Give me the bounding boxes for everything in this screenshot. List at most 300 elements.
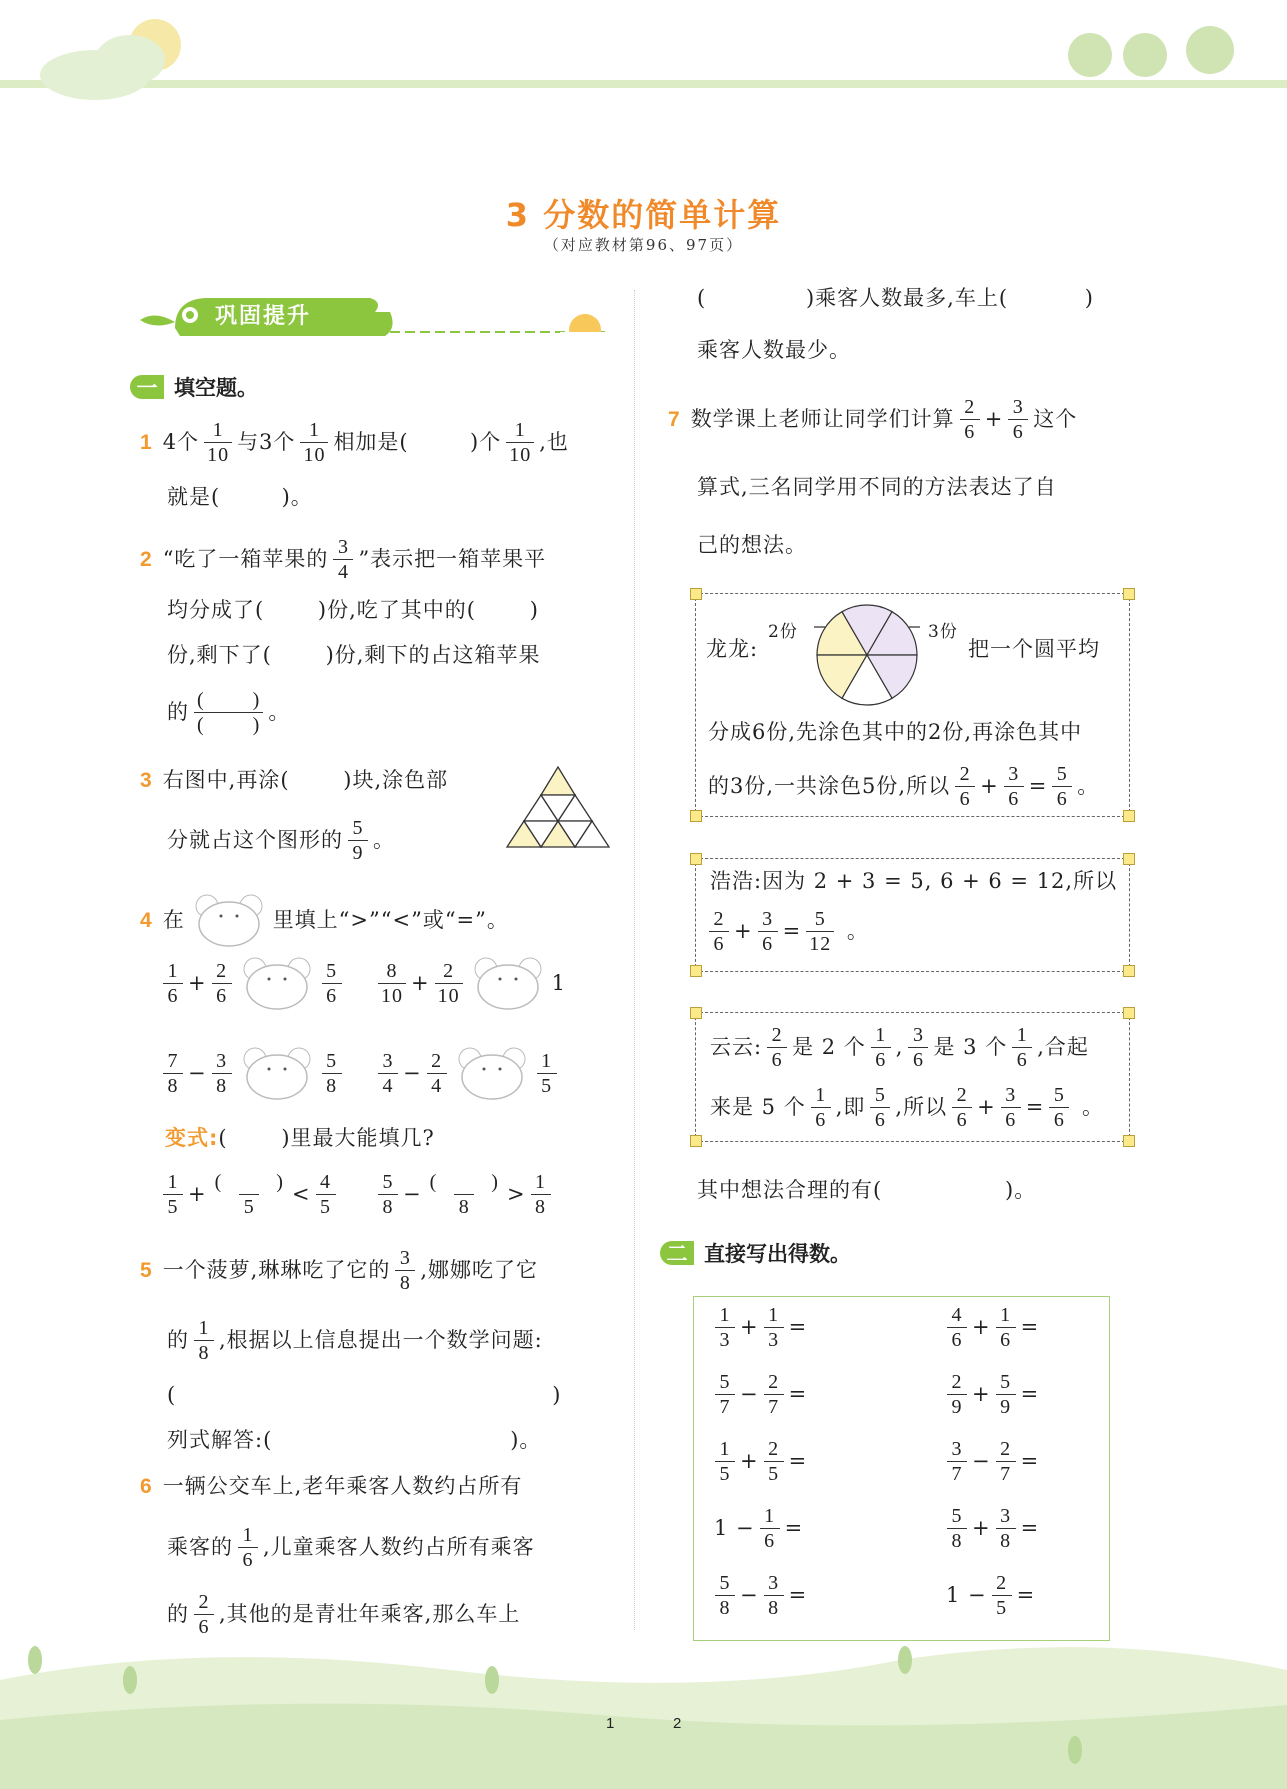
text-line xyxy=(695,535,809,556)
fraction xyxy=(163,961,183,1006)
text: − xyxy=(972,1449,991,1473)
page-number-right: 2 xyxy=(673,1715,682,1732)
fraction xyxy=(715,1305,735,1350)
fraction xyxy=(427,1172,502,1217)
q2-line4 xyxy=(165,690,292,735)
denominator: 7 xyxy=(947,1461,967,1484)
numerator: 2 xyxy=(959,763,971,785)
fraction xyxy=(952,1085,972,1130)
fraction xyxy=(715,1372,735,1417)
fraction xyxy=(435,961,463,1006)
text: < xyxy=(291,1182,311,1206)
text: ,合起 xyxy=(1037,1035,1089,1059)
mouse-circle-icon[interactable] xyxy=(241,1045,313,1101)
denominator: 6 xyxy=(1012,1047,1032,1070)
fraction xyxy=(947,1372,967,1417)
question-number: 6 xyxy=(140,1475,153,1498)
denominator: 5 xyxy=(764,1461,784,1484)
text: 1 − xyxy=(714,1516,755,1540)
text-line xyxy=(966,639,1102,660)
numerator: 2 xyxy=(713,908,725,930)
numerator: 1 xyxy=(167,959,179,982)
fraction xyxy=(764,1305,784,1350)
numerator: 1 xyxy=(535,1171,547,1193)
text: + xyxy=(980,774,999,798)
numerator: 2 xyxy=(996,1572,1008,1594)
numerator: 2 xyxy=(768,1371,780,1393)
banner-label: 巩固提升 xyxy=(215,304,312,329)
numerator: 1 xyxy=(1016,1024,1028,1046)
numerator: 2 xyxy=(198,1591,210,1613)
pie-label-2: 2份 xyxy=(768,622,798,642)
q1-line1 xyxy=(140,420,571,465)
numerator: 3 xyxy=(1008,763,1020,785)
text: − xyxy=(188,1060,207,1085)
text: + xyxy=(740,1449,759,1473)
denominator: 12 xyxy=(806,931,834,954)
text: 份,剩下了( )份,剩下的占这箱苹果 xyxy=(167,643,541,667)
fraction xyxy=(238,1525,258,1570)
q4-variant xyxy=(165,1128,435,1149)
page-subtitle: （对应教材第96、97页） xyxy=(543,236,744,254)
numerator: 3 xyxy=(337,536,349,558)
fraction xyxy=(811,1085,831,1130)
text-line xyxy=(160,1045,345,1101)
text: 4个 xyxy=(162,430,200,454)
denominator: 6 xyxy=(709,931,729,954)
fraction xyxy=(1012,1025,1032,1070)
denominator: 6 xyxy=(1049,1107,1069,1130)
text: 是 2 个 xyxy=(792,1035,866,1059)
text-line xyxy=(695,477,1059,498)
text: > xyxy=(506,1182,526,1206)
fraction xyxy=(871,1025,891,1070)
calc-problem[interactable] xyxy=(712,1439,809,1484)
denominator: 6 xyxy=(760,1528,780,1551)
q7-line1 xyxy=(668,397,1079,442)
q3-line1 xyxy=(140,770,450,791)
idea-box-longlong xyxy=(695,593,1130,817)
numerator: 2 xyxy=(431,1049,443,1072)
q3-line2 xyxy=(165,818,397,863)
denominator: 10 xyxy=(506,442,534,465)
text-line xyxy=(708,1025,1091,1070)
header-decoration xyxy=(0,0,1287,110)
text: − xyxy=(403,1182,422,1206)
text: ,儿童乘客人数约占所有乘客 xyxy=(263,1535,535,1559)
calc-problem[interactable] xyxy=(944,1305,1041,1350)
denominator: 6 xyxy=(908,1047,928,1070)
q1-line2 xyxy=(165,487,315,508)
numerator: 3 xyxy=(768,1572,780,1594)
text: ,其他的是青壮年乘客,那么车上 xyxy=(219,1602,521,1626)
denominator: 3 xyxy=(715,1327,735,1350)
q7-answer xyxy=(695,1180,1038,1201)
page-title: 3 分数的简单计算 xyxy=(505,196,782,234)
text-line xyxy=(708,1085,1106,1130)
fraction xyxy=(212,1051,232,1096)
numerator: 2 xyxy=(768,1438,780,1460)
fraction xyxy=(1049,1085,1069,1130)
fraction xyxy=(908,1025,928,1070)
fraction xyxy=(715,1573,735,1618)
question-number: 4 xyxy=(140,908,153,932)
section-direct-answers xyxy=(660,1238,851,1268)
q4-variant-1 xyxy=(160,1172,339,1217)
denominator: 5 xyxy=(239,1194,259,1217)
question-number: 1 xyxy=(140,431,153,454)
text: 。 xyxy=(839,919,869,943)
denominator: 8 xyxy=(163,1073,183,1096)
text: 。 xyxy=(1074,1095,1104,1119)
numerator: 3 xyxy=(1005,1084,1017,1106)
text: 的 xyxy=(167,1602,189,1626)
section-banner xyxy=(135,290,615,338)
denominator: 7 xyxy=(715,1394,735,1417)
text-line xyxy=(708,871,1119,892)
fraction xyxy=(764,1439,784,1484)
section-tag: 二 xyxy=(660,1241,694,1265)
text: + xyxy=(984,407,1004,431)
fraction xyxy=(996,1506,1016,1551)
calc-problem[interactable] xyxy=(712,1305,809,1350)
numerator: 1 xyxy=(212,419,224,441)
denominator: 6 xyxy=(955,786,975,809)
text: − xyxy=(740,1583,759,1607)
fraction xyxy=(378,1172,398,1217)
denominator: 6 xyxy=(767,1047,787,1070)
fraction xyxy=(378,1051,398,1096)
q4-compare-1 xyxy=(160,955,345,1011)
q6-line5 xyxy=(695,340,853,361)
text-line xyxy=(165,487,315,508)
fraction xyxy=(348,818,368,863)
denominator: 5 xyxy=(537,1073,557,1096)
numerator: 8 xyxy=(386,959,398,982)
fraction xyxy=(300,420,328,465)
text: 的 xyxy=(167,1328,189,1352)
calc-problem[interactable] xyxy=(944,1372,1041,1417)
text: 右图中,再涂( )块,涂色部 xyxy=(162,768,449,792)
triangle-figure xyxy=(505,765,611,849)
numerator: 3 xyxy=(762,908,774,930)
mouse-circle-icon[interactable] xyxy=(193,892,265,948)
text: 与3个 xyxy=(237,430,296,454)
numerator: 2 xyxy=(1000,1438,1012,1460)
denominator: 10 xyxy=(300,442,328,465)
fraction xyxy=(715,1439,735,1484)
text: = xyxy=(1020,1315,1040,1339)
text: 浩浩:因为 2 + 3 = 5, 6 + 6 = 12,所以 xyxy=(710,869,1118,893)
numerator: 5 xyxy=(719,1572,731,1594)
text-line xyxy=(161,892,511,948)
numerator: ( ) xyxy=(214,1171,284,1193)
numerator: 5 xyxy=(326,959,338,982)
q5-line4 xyxy=(165,1430,543,1451)
denominator: 6 xyxy=(1052,786,1072,809)
text-line xyxy=(695,340,853,361)
question-number: 3 xyxy=(140,769,153,792)
fraction xyxy=(531,1172,551,1217)
text: 乘客的 xyxy=(167,1535,233,1559)
text: + xyxy=(188,970,207,995)
fraction xyxy=(212,961,232,1006)
numerator: 5 xyxy=(719,1371,731,1393)
denominator: 6 xyxy=(1008,419,1028,442)
text: 是 3 个 xyxy=(933,1035,1008,1059)
numerator: 1 xyxy=(768,1304,780,1326)
idea-box-haohao xyxy=(695,858,1130,972)
denominator: 8 xyxy=(322,1073,342,1096)
fraction xyxy=(947,1305,967,1350)
denominator: 8 xyxy=(531,1194,551,1217)
text: = xyxy=(788,1382,808,1406)
denominator: 6 xyxy=(811,1107,831,1130)
fraction xyxy=(194,1318,214,1363)
numerator: 3 xyxy=(382,1049,394,1072)
q2-line3 xyxy=(165,645,542,666)
text-line xyxy=(689,397,1080,442)
box-label: 龙龙: xyxy=(706,637,759,661)
text-line xyxy=(165,690,292,735)
section-tag: 一 xyxy=(130,375,164,399)
fraction xyxy=(204,420,232,465)
denominator: 8 xyxy=(395,1270,415,1293)
denominator: 8 xyxy=(378,1194,398,1217)
fraction xyxy=(1004,764,1024,809)
fraction xyxy=(316,1172,336,1217)
numerator: 1 xyxy=(1000,1304,1012,1326)
calc-problem[interactable] xyxy=(712,1506,805,1551)
numerator: 2 xyxy=(771,1024,783,1046)
numerator: 1 xyxy=(719,1304,731,1326)
text-line xyxy=(165,818,397,863)
mouse-circle-icon[interactable] xyxy=(456,1045,528,1101)
text: “吃了一箱苹果的 xyxy=(162,547,329,571)
text: − xyxy=(740,1382,759,1406)
fraction xyxy=(212,1172,287,1217)
text-line xyxy=(160,1172,339,1217)
text-line xyxy=(160,955,345,1011)
q2-line2 xyxy=(165,600,541,621)
text: 云云: xyxy=(710,1035,763,1059)
q5-line1 xyxy=(140,1248,540,1293)
fraction xyxy=(947,1439,967,1484)
fraction xyxy=(537,1051,557,1096)
numerator: 5 xyxy=(382,1171,394,1193)
text-line xyxy=(695,288,1096,309)
text: = xyxy=(1020,1382,1040,1406)
text: 。 xyxy=(1077,774,1100,798)
denominator: 5 xyxy=(992,1595,1012,1618)
calc-problem[interactable] xyxy=(712,1372,809,1417)
text: ,即 xyxy=(835,1095,866,1119)
denominator: 9 xyxy=(947,1394,967,1417)
text: + xyxy=(972,1516,991,1540)
fraction xyxy=(764,1573,784,1618)
denominator: 7 xyxy=(996,1461,1016,1484)
q4-line1 xyxy=(140,892,511,948)
denominator: 6 xyxy=(758,931,778,954)
q4-compare-4 xyxy=(375,1045,560,1101)
text: ( )乘客人数最多,车上( ) xyxy=(697,286,1094,310)
text-line xyxy=(375,1172,554,1217)
denominator: 10 xyxy=(204,442,232,465)
section-label: 填空题。 xyxy=(174,376,258,400)
question-number: 7 xyxy=(668,408,681,431)
section-label: 直接写出得数。 xyxy=(704,1242,851,1266)
q4-variant-2 xyxy=(375,1172,554,1217)
numerator: 5 xyxy=(326,1049,338,1072)
calc-problem[interactable] xyxy=(944,1506,1041,1551)
pie-circle xyxy=(814,602,920,708)
text: 来是 5 个 xyxy=(710,1095,806,1119)
text-line xyxy=(706,764,1101,809)
denominator: 8 xyxy=(764,1595,784,1618)
text: 分成6份,先涂色其中的2份,再涂色其中 xyxy=(708,720,1083,744)
fraction xyxy=(1008,397,1028,442)
denominator: 8 xyxy=(212,1073,232,1096)
text-line xyxy=(165,1385,563,1406)
text-line xyxy=(706,909,871,954)
denominator: 6 xyxy=(952,1107,972,1130)
column-divider xyxy=(634,290,635,1630)
text: 1 − xyxy=(946,1583,987,1607)
idea-box-yunyun xyxy=(695,1012,1130,1142)
numerator: 2 xyxy=(443,959,455,982)
text: 乘客人数最少。 xyxy=(697,338,851,362)
denominator: 8 xyxy=(947,1528,967,1551)
denominator: 8 xyxy=(454,1194,474,1217)
denominator: 5 xyxy=(163,1194,183,1217)
fraction xyxy=(427,1051,447,1096)
text-line xyxy=(375,955,568,1011)
calc-problem[interactable] xyxy=(944,1573,1037,1618)
fraction xyxy=(163,1051,183,1096)
numerator: 5 xyxy=(951,1505,963,1527)
text: 这个 xyxy=(1033,407,1078,431)
fraction xyxy=(767,1025,787,1070)
denominator: ( ) xyxy=(194,712,263,735)
text: 把一个圆平均 xyxy=(968,637,1100,661)
denominator: 3 xyxy=(764,1327,784,1350)
denominator: 4 xyxy=(333,559,353,582)
denominator: 6 xyxy=(194,1614,214,1637)
text-line xyxy=(375,1045,560,1101)
fraction xyxy=(996,1305,1016,1350)
numerator: 2 xyxy=(956,1084,968,1106)
numerator: 1 xyxy=(875,1024,887,1046)
text-line xyxy=(165,1525,537,1570)
text: = xyxy=(1028,774,1048,798)
numerator: 1 xyxy=(308,419,320,441)
text: 。 xyxy=(268,700,291,724)
text-line xyxy=(161,1248,540,1293)
q6-line2 xyxy=(165,1525,537,1570)
q6-line4 xyxy=(695,288,1096,309)
text-line xyxy=(161,420,571,465)
text: ,也 xyxy=(539,430,569,454)
mouse-circle-icon[interactable] xyxy=(241,955,313,1011)
fraction xyxy=(1001,1085,1021,1130)
text: 相加是( )个 xyxy=(333,430,502,454)
denominator: 10 xyxy=(435,983,463,1006)
text: 分就占这个图形的 xyxy=(167,828,343,852)
text: 里填上“>”“<”或“=”。 xyxy=(272,907,509,932)
calc-problem[interactable] xyxy=(712,1573,809,1618)
fraction xyxy=(506,420,534,465)
numerator: 4 xyxy=(951,1304,963,1326)
q6-line1 xyxy=(140,1476,524,1497)
denominator: 4 xyxy=(378,1073,398,1096)
fraction xyxy=(758,909,778,954)
question-number: 2 xyxy=(140,548,153,571)
calc-problem[interactable] xyxy=(944,1439,1041,1484)
denominator: 8 xyxy=(715,1595,735,1618)
q7-line2 xyxy=(695,477,1059,498)
denominator: 4 xyxy=(427,1073,447,1096)
variant-text: ( )里最大能填几? xyxy=(218,1126,435,1150)
denominator: 10 xyxy=(378,983,406,1006)
numerator: 2 xyxy=(216,959,228,982)
numerator: 1 xyxy=(764,1505,776,1527)
fraction xyxy=(1052,764,1072,809)
numerator: 5 xyxy=(1053,1084,1065,1106)
text: 己的想法。 xyxy=(697,533,807,557)
fraction xyxy=(955,764,975,809)
fraction xyxy=(322,961,342,1006)
text: = xyxy=(788,1583,808,1607)
text: 算式,三名同学用不同的方法表达了自 xyxy=(697,475,1057,499)
fraction xyxy=(378,961,406,1006)
text-line xyxy=(161,537,549,582)
denominator: 6 xyxy=(947,1327,967,1350)
numerator: 3 xyxy=(1012,396,1024,418)
denominator: 9 xyxy=(996,1394,1016,1417)
numerator: 3 xyxy=(1000,1505,1012,1527)
text: 均分成了( )份,吃了其中的( ) xyxy=(167,598,539,622)
text: = xyxy=(1016,1583,1036,1607)
pie-label-3: 3份 xyxy=(928,622,958,642)
text: 1 xyxy=(551,970,566,995)
denominator: 5 xyxy=(715,1461,735,1484)
numerator: ( ) xyxy=(197,689,261,711)
q7-line3 xyxy=(695,535,809,556)
text: = xyxy=(1025,1095,1045,1119)
numerator: 2 xyxy=(964,396,976,418)
fraction xyxy=(322,1051,342,1096)
numerator: 5 xyxy=(1056,763,1068,785)
text: = xyxy=(788,1449,808,1473)
text: ”表示把一箱苹果平 xyxy=(358,547,547,571)
q4-compare-3 xyxy=(160,1045,345,1101)
variant-label: 变式: xyxy=(165,1126,219,1150)
numerator: 3 xyxy=(216,1049,228,1072)
numerator: 5 xyxy=(352,817,364,839)
numerator: 1 xyxy=(514,419,526,441)
mouse-circle-icon[interactable] xyxy=(472,955,544,1011)
text: 其中想法合理的有( )。 xyxy=(697,1178,1037,1202)
text: + xyxy=(972,1382,991,1406)
fraction xyxy=(992,1573,1012,1618)
text: − xyxy=(403,1060,422,1085)
text-line xyxy=(161,770,450,791)
text: 。 xyxy=(373,828,395,852)
text: 一辆公交车上,老年乘客人数约占所有 xyxy=(162,1474,523,1498)
denominator: 9 xyxy=(348,840,368,863)
text-line xyxy=(165,1430,543,1451)
denominator: 7 xyxy=(764,1394,784,1417)
